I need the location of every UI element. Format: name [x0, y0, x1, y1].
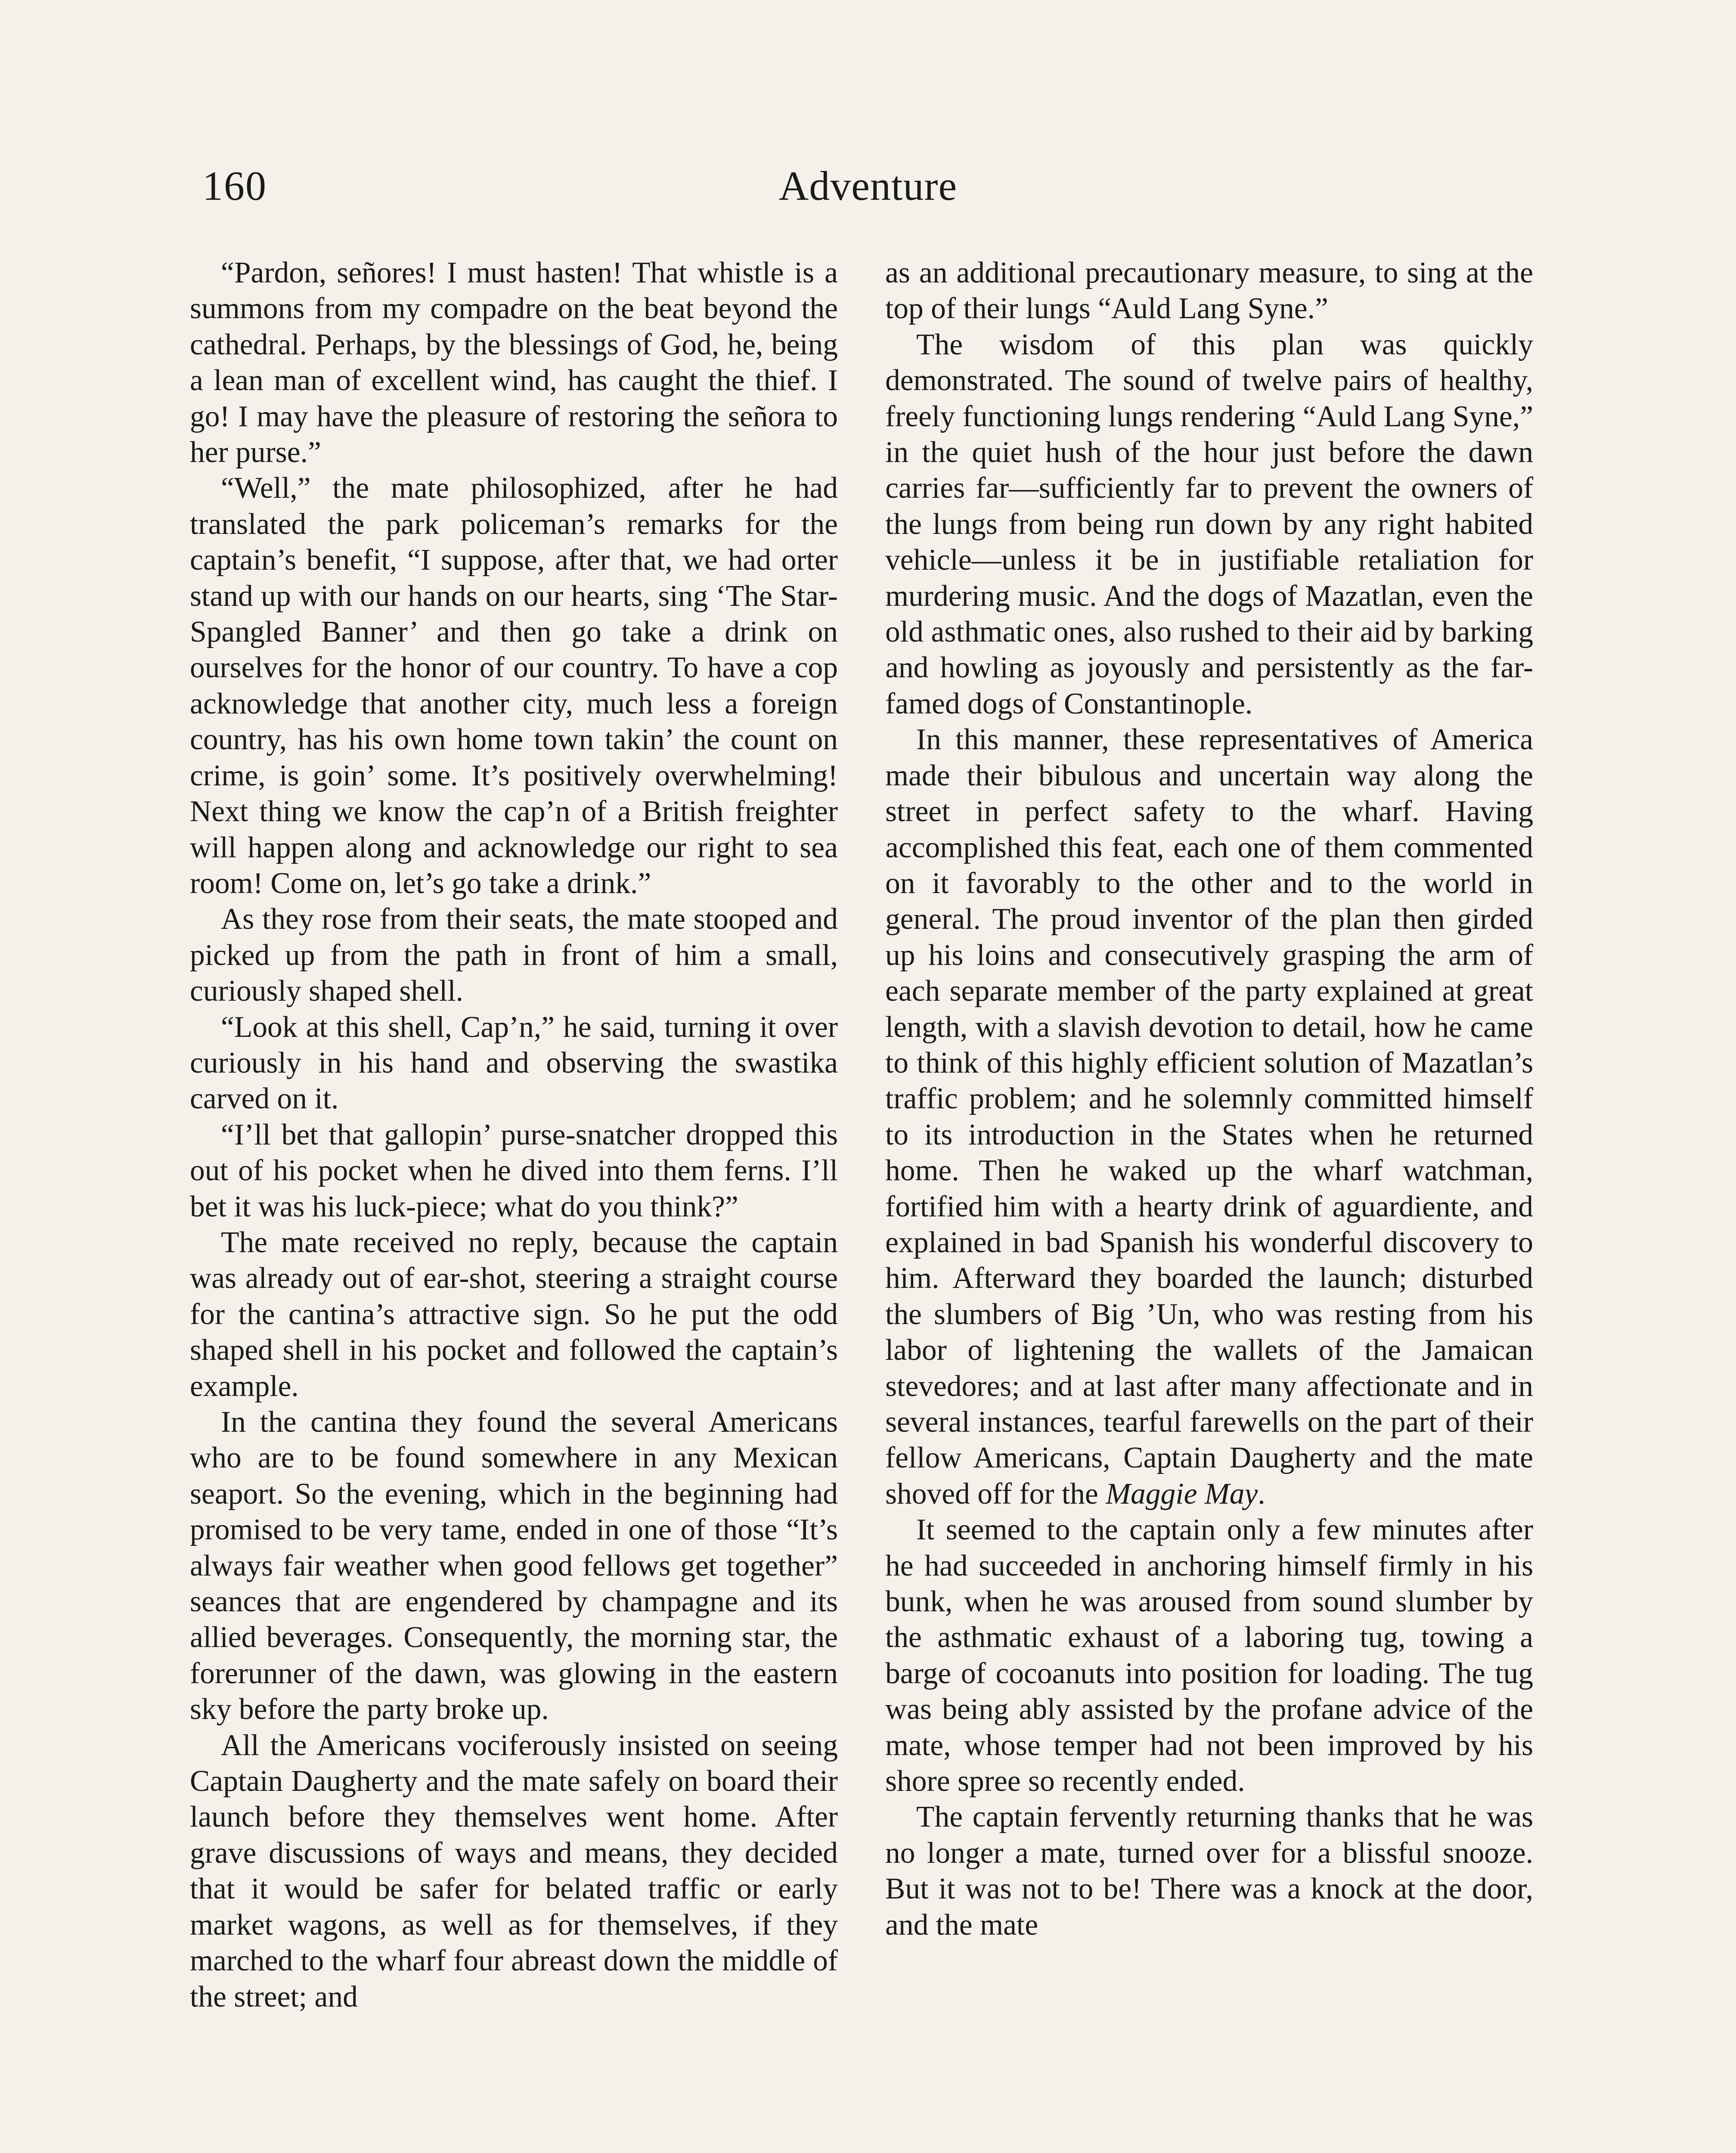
- right-column: [885, 255, 1533, 1943]
- paragraph: The mate received no reply, because the captain was already out of ear-shot, steering a straight course for the cantina’s attractive sign. So he put the odd shaped shell in his pocket and followed the captain’s example.: [190, 1225, 838, 1403]
- ship-name: Maggie May: [1106, 1477, 1258, 1511]
- page-number: 160: [202, 163, 267, 209]
- paragraph-text: In this manner, these representatives of America made their bibulous and uncertain way along the street in perfect safety to the wharf. Having accomplished this feat, each one of them commented on it favorably to the other and to the world in general. The proud inventor of the plan then girded up his loins and consecutively grasping the arm of each separate member of the party explained at great length, with a slavish devotion to detail, how he came to think of this highly efficient solution of Mazatlan’s traffic problem; and he solemnly committed himself to its introduction in the States when he returned home. Then he waked up the wharf watchman, fortified him with a hearty drink of aguardiente, and explained in bad Spanish his wonderful discovery to him. Afterward they boarded the launch; disturbed the slumbers of Big ’Un, who was resting from his labor of lightening the wallets of the Jamaican stevedores; and at last after many affectionate and in several instances, tearful farewells on the part of their fellow Americans, Captain Daugherty and the mate shoved off for the: [885, 723, 1533, 1511]
- running-title: Adventure: [778, 163, 958, 209]
- paragraph: “I’ll bet that gallopin’ purse-snatcher dropped this out of his pocket when he dived into them ferns. I’ll bet it was his luck-piece; what do you think?”: [190, 1118, 838, 1223]
- paragraph: All the Americans vociferously insisted on seeing Captain Daugherty and the mate safely on board their launch before they themselves went home. After grave discussions of ways and means, they decided that it would be safer for belated traffic or early market wagons, as well as for themselves, if they marched to the wharf four abreast down the middle of the street; and: [190, 1728, 838, 2013]
- paragraph: The wisdom of this plan was quickly demonstrated. The sound of twelve pairs of healthy, freely functioning lungs rendering “Auld Lang Syne,” in the quiet hush of the hour just before the dawn carries far—sufficiently far to prevent the owners of the lungs from being run down by any right habited vehicle—unless it be in justifiable retaliation for murdering music. And the dogs of Mazatlan, even the old asthmatic ones, also rushed to their aid by barking and howling as joyously and persistently as the far-famed dogs of Constantinople.: [885, 328, 1533, 720]
- paragraph: It seemed to the captain only a few minutes after he had succeeded in anchoring himself firmly in his bunk, when he was aroused from sound slumber by the asthmatic exhaust of a laboring tug, towing a barge of cocoanuts into position for loading. The tug was being ably assisted by the profane advice of the mate, whose temper had not been improved by his shore spree so recently ended.: [885, 1513, 1533, 1798]
- paragraph: In this manner, these representatives of America made their bibulous and uncertain way along the street in perfect safety to the wharf. Having accomplished this feat, each one of them commented on it favorably to the other and to the world in general. The proud inventor of the plan then girded up his loins and consecutively grasping the arm of each separate member of the party explained at great length, with a slavish devotion to detail, how he came to think of this highly efficient solution of Mazatlan’s traffic problem; and he solemnly committed himself to its introduction in the States when he returned home. Then he waked up the wharf watchman, fortified him with a hearty drink of aguardiente, and explained in bad Spanish his wonderful discovery to him. Afterward they boarded the launch; disturbed the slumbers of Big ’Un, who was resting from his labor of lightening the wallets of the Jamaican stevedores; and at last after many affectionate and in several instances, tearful farewells on the part of their fellow Americans, Captain Daugherty and the mate shoved off for the Maggie May.: [885, 723, 1533, 1511]
- paragraph: As they rose from their seats, the mate stooped and picked up from the path in front of him a small, curiously shaped shell.: [190, 903, 838, 1008]
- paragraph: “Pardon, señores! I must hasten! That whistle is a summons from my compadre on the beat beyond the cathedral. Perhaps, by the blessings of God, he, being a lean man of excellent wind, has caught the thief. I go! I may have the pleasure of restoring the señora to her purse.”: [190, 256, 838, 469]
- paragraph: “Well,” the mate philosophized, after he had translated the park policeman’s remarks for the captain’s benefit, “I suppose, after that, we had orter stand up with our hands on our hearts, sing ‘The Star-Spangled Banner’ and then go take a drink on ourselves for the honor of our country. To have a cop acknowledge that another city, much less a foreign country, has his own home town takin’ the count on crime, is goin’ some. It’s positively overwhelming! Next thing we know the cap’n of a British freighter will happen along and acknowledge our right to sea room! Come on, let’s go take a drink.”: [190, 472, 838, 900]
- left-column: [190, 255, 838, 2015]
- paragraph: “Look at this shell, Cap’n,” he said, turning it over curiously in his hand and observing the swastika carved on it.: [190, 1010, 838, 1116]
- paragraph: The captain fervently returning thanks that he was no longer a mate, turned over for a blissful snooze. But it was not to be! There was a knock at the door, and the mate: [885, 1800, 1533, 1942]
- paragraph: In the cantina they found the several Americans who are to be found somewhere in any Mexican seaport. So the evening, which in the beginning had promised to be very tame, ended in one of those “It’s always fair weather when good fellows get together” seances that are engendered by champagne and its allied beverages. Consequently, the morning star, the forerunner of the dawn, was glowing in the eastern sky before the party broke up.: [190, 1405, 838, 1726]
- paragraph-continued: as an additional precautionary measure, to sing at the top of their lungs “Auld Lang Syne.”: [885, 256, 1533, 326]
